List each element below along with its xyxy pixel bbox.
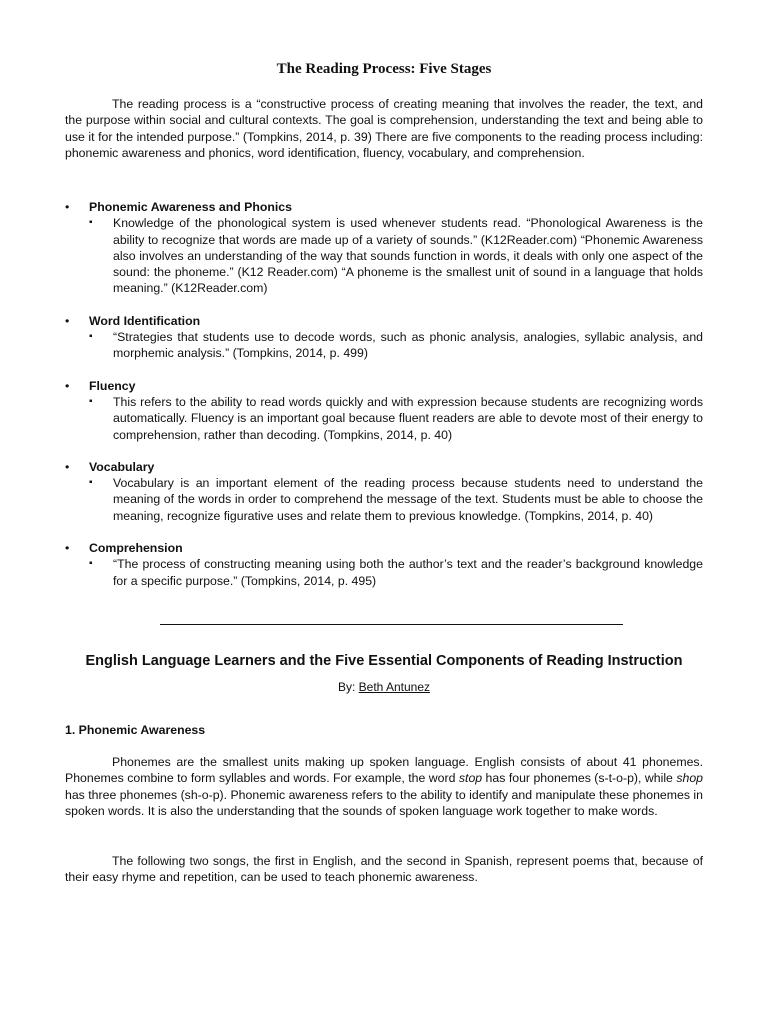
stage-heading: Phonemic Awareness and Phonics	[89, 200, 292, 214]
paragraph-text: Phonemes are the smallest units making up spoken language. English consists of about 41 phonemes. Phonemes combine to form syllables and words. For example, the word	[65, 755, 703, 786]
intro-paragraph: The reading process is a “constructive process of creating meaning that involves the reader, the text, and the purpose within social and cultural contexts. The goal is comprehension, understanding the text and being able to use it for the intended purpose.” (Tompkins, 2014, p. 39) There are five components to the reading process including: phonemic awareness and phonics, word identification, fluency, vocabulary, and comprehension.	[65, 97, 703, 160]
stage-description	[65, 475, 703, 524]
horizontal-divider	[160, 624, 623, 625]
bullet-icon: •	[65, 313, 70, 328]
square-bullet-icon: ▪	[89, 331, 93, 343]
stage-description-text: This refers to the ability to read words quickly and with expression because students are recognizing words automatically. Fluency is an important goal because fluent readers are able to devote most of their energy to comprehension, rather than decoding. (Tompkins, 2014, p. 40)	[113, 394, 703, 442]
stage-item-comprehension	[65, 540, 703, 589]
stage-description-text: “Strategies that students use to decode words, such as phonic analysis, analogies, syllabic analysis, and morphemic analysis.” (Tompkins, 2014, p. 499)	[113, 330, 703, 361]
square-bullet-icon: ▪	[89, 395, 93, 407]
phonemic-awareness-paragraph	[65, 754, 703, 819]
section-heading: 1. Phonemic Awareness	[65, 723, 206, 737]
stage-item-fluency	[65, 378, 703, 443]
stage-item-phonemic-awareness	[65, 199, 703, 297]
bullet-icon: •	[65, 459, 70, 474]
stage-heading: Comprehension	[89, 541, 183, 556]
stage-description-text: Vocabulary is an important element of the reading process because students need to understand the meaning of the words in order to comprehend the message of the text. Students must be able to choose the meaning, recognize figurative uses and relate them to previous knowledge. (Tompkins, 2014, p. 40)	[113, 476, 703, 523]
stage-description	[65, 556, 703, 589]
square-bullet-icon: ▪	[89, 558, 93, 570]
paragraph-text: has three phonemes (sh-o-p). Phonemic awareness refers to the ability to identify and manipulate these phonemes in spoken words. It is also the understanding that the sounds of spoken language work together to make words.	[65, 787, 703, 818]
stage-heading: Word Identification	[89, 313, 201, 328]
byline-label: By:	[337, 680, 356, 694]
stages-list	[65, 199, 703, 605]
stage-description	[65, 394, 703, 443]
stage-description-text: “The process of constructing meaning using both the author’s text and the reader’s background knowledge for a specific purpose.” (Tompkins, 2014, p. 495)	[113, 557, 703, 588]
square-bullet-icon: ▪	[89, 477, 93, 489]
stage-description	[65, 215, 703, 296]
stage-item-vocabulary	[65, 459, 703, 524]
example-word-shop: shop	[676, 771, 703, 786]
songs-paragraph: The following two songs, the first in English, and the second in Spanish, represent poems that, because of their easy rhyme and repetition, can be used to teach phonemic awareness.	[65, 854, 703, 885]
square-bullet-icon: ▪	[89, 217, 93, 229]
stage-description-text: Knowledge of the phonological system is used whenever students read. “Phonological Awareness is the ability to recognize that words are made up of a variety of sounds.” (K12Reader.com) “Phonemic Awareness also involves an understanding of the way that sounds function in words, it deals with only one aspect of the sound: the phoneme.” (K12 Reader.com) “A phoneme is the smallest unit of sound in a language that holds meaning.” (K12Reader.com)	[113, 216, 703, 296]
example-word-stop: stop	[458, 771, 483, 786]
bullet-icon: •	[65, 541, 70, 556]
stage-heading: Fluency	[89, 378, 136, 393]
bullet-icon: •	[65, 200, 70, 214]
stage-description	[65, 329, 703, 362]
paragraph-text: has four phonemes (s-t-o-p), while	[482, 771, 677, 786]
article-title: English Language Learners and the Five Essential Components of Reading Instruction	[85, 653, 683, 669]
document-title: The Reading Process: Five Stages	[276, 61, 492, 77]
author-name: Beth Antunez	[358, 680, 431, 694]
stage-item-word-identification	[65, 313, 703, 362]
bullet-icon: •	[65, 378, 70, 393]
stage-heading: Vocabulary	[89, 459, 155, 474]
byline	[0, 680, 768, 694]
